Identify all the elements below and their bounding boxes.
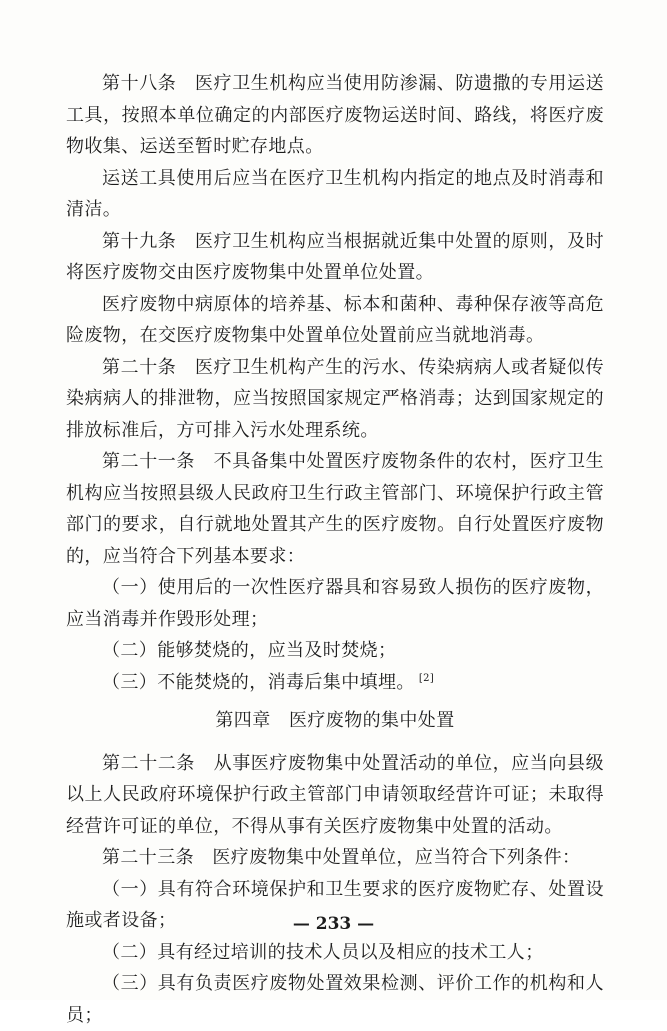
article-21-paragraph: 第二十一条 不具备集中处置医疗废物条件的农村，医疗卫生机构应当按照县级人民政府卫生行政主管部门、环境保护行政主管部门的要求，自行就地处置其产生的医疗废物。自行处置医疗废物的，应当符合下列基本要求： (66, 451, 604, 567)
page-number: — 233 — (292, 914, 375, 934)
article-20-paragraph: 第二十条 医疗卫生机构产生的污水、传染病病人或者疑似传染病病人的排泄物，应当按照国家规定严格消毒；达到国家规定的排放标准后，方可排入污水处理系统。 (66, 356, 604, 441)
article-19-paragraph: 第十九条 医疗卫生机构应当根据就近集中处置的原则，及时将医疗废物交由医疗废物集中处置单位处置。 (66, 230, 604, 283)
article-23-item-3: （三）具有负责医疗废物处置效果检测、评价工作的机构和人员； (66, 973, 604, 1026)
article-23-paragraph: 第二十三条 医疗废物集中处置单位，应当符合下列条件： (102, 847, 581, 868)
article-21-item-1: （一）使用后的一次性医疗器具和容易致人损伤的医疗废物，应当消毒并作毁形处理； (66, 577, 604, 630)
article-18-continuation: 运送工具使用后应当在医疗卫生机构内指定的地点及时消毒和清洁。 (66, 167, 604, 220)
article-23-item-1: （一）具有符合环境保护和卫生要求的医疗废物贮存、处置设施或者设备； (66, 878, 604, 931)
article-21-item-2: （二）能够焚烧的，应当及时焚烧； (102, 640, 397, 661)
article-21-item-3 (66, 667, 604, 699)
chapter-title: 第四章 医疗废物的集中处置 (215, 710, 455, 731)
body-text (66, 68, 604, 1031)
footnote-marker: [2] (418, 672, 435, 684)
article-18-paragraph: 第十八条 医疗卫生机构应当使用防渗漏、防遗撒的专用运送工具，按照本单位确定的内部医疗废物运送时间、路线，将医疗废物收集、运送至暂时贮存地点。 (66, 73, 604, 157)
article-22-paragraph: 第二十二条 从事医疗废物集中处置活动的单位，应当向县级以上人民政府环境保护行政主管部门申请领取经营许可证；未取得经营许可证的单位，不得从事有关医疗废物集中处置的活动。 (66, 752, 604, 837)
article-21-item-3-text: （三）不能焚烧的，消毒后集中填埋。 (102, 671, 415, 693)
article-19-continuation: 医疗废物中病原体的培养基、标本和菌种、毒种保存液等高危险废物，在交医疗废物集中处置单位处置前应当就地消毒。 (66, 293, 604, 346)
article-23-item-2: （二）具有经过培训的技术人员以及相应的技术工人； (102, 941, 544, 963)
